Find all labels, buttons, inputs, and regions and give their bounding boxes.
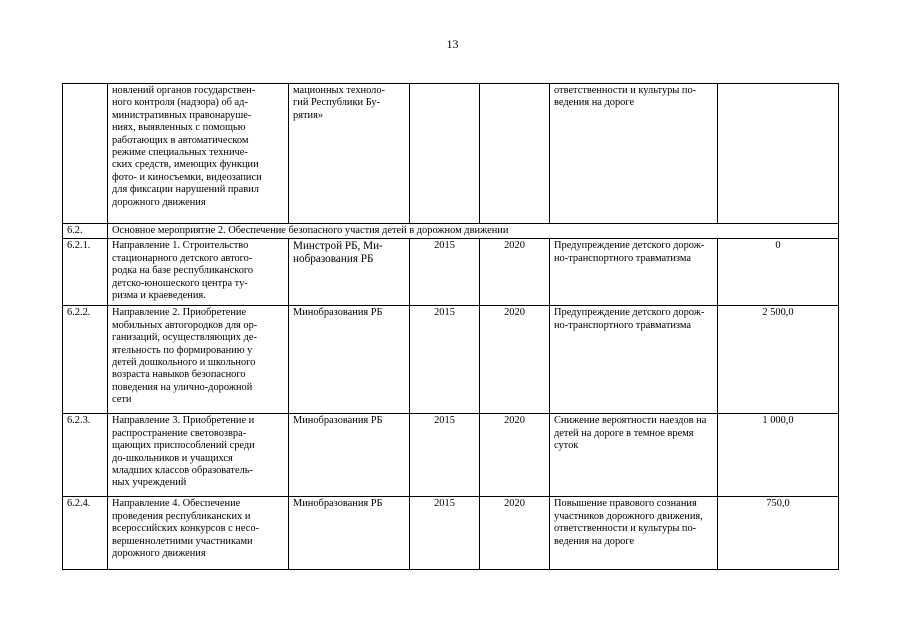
cell-num <box>63 84 108 224</box>
cell-end-year: 2020 <box>480 497 550 570</box>
cell-description: Направление 3. Приобретение и распространение световозвра- щающих приспособлений среди до-школьников и учащихся младших классов образователь- ных учреждений <box>108 414 289 497</box>
cell-description: Направление 4. Обеспечение проведения республиканских и всероссийских конкурсов с несо- вершеннолетними участниками дорожного движения <box>108 497 289 570</box>
cell-executor: Минстрой РБ, Ми- нобразования РБ <box>289 239 410 306</box>
cell-result: ответственности и культуры по- ведения на дороге <box>550 84 718 224</box>
table-row-section <box>63 224 839 239</box>
cell-num: 6.2.3. <box>63 414 108 497</box>
activities-table <box>62 83 839 570</box>
section-title: Основное мероприятие 2. Обеспечение безопасного участия детей в дорожном движении <box>108 224 839 239</box>
table-row <box>63 497 839 570</box>
cell-num: 6.2.4. <box>63 497 108 570</box>
cell-result: Предупреждение детского дорож- но-транспортного травматизма <box>550 239 718 306</box>
cell-end-year: 2020 <box>480 414 550 497</box>
cell-start-year <box>410 84 480 224</box>
cell-executor: Минобразования РБ <box>289 497 410 570</box>
cell-num: 6.2.2. <box>63 306 108 414</box>
cell-description: новлений органов государствен- ного контроля (надзора) об ад- министративных правонаруше- ниях, выявленных с помощью работающих в автоматическом режиме специальных техниче- ских средств, имеющих функции фото- и киносъемки, видеозаписи для фиксации нарушений правил дорожного движения <box>108 84 289 224</box>
cell-end-year: 2020 <box>480 239 550 306</box>
cell-funding <box>718 84 839 224</box>
cell-executor: мационных техноло- гий Республики Бу- рятия» <box>289 84 410 224</box>
cell-start-year: 2015 <box>410 497 480 570</box>
cell-result: Предупреждение детского дорож- но-транспортного травматизма <box>550 306 718 414</box>
cell-start-year: 2015 <box>410 239 480 306</box>
table-row <box>63 306 839 414</box>
cell-executor: Минобразования РБ <box>289 306 410 414</box>
cell-end-year: 2020 <box>480 306 550 414</box>
page-number: 13 <box>446 37 459 51</box>
cell-description: Направление 2. Приобретение мобильных автогородков для ор- ганизаций, осуществляющих де- ятельность по формированию у детей дошкольного и школьного возраста навыков безопасного поведения на улично-дорожной сети <box>108 306 289 414</box>
cell-result: Повышение правового сознания участников дорожного движения, ответственности и культуры по- ведения на дороге <box>550 497 718 570</box>
cell-funding: 1 000,0 <box>718 414 839 497</box>
cell-start-year: 2015 <box>410 306 480 414</box>
cell-description: Направление 1. Строительство стационарного детского автого- родка на базе республиканского детско-юношеского центра ту- ризма и краеведения. <box>108 239 289 306</box>
cell-result: Снижение вероятности наездов на детей на дороге в темное время суток <box>550 414 718 497</box>
cell-funding: 750,0 <box>718 497 839 570</box>
cell-end-year <box>480 84 550 224</box>
cell-start-year: 2015 <box>410 414 480 497</box>
table-row <box>63 239 839 306</box>
table-row <box>63 414 839 497</box>
cell-num: 6.2. <box>63 224 108 239</box>
table-row-continuation <box>63 84 839 224</box>
cell-executor: Минобразования РБ <box>289 414 410 497</box>
cell-num: 6.2.1. <box>63 239 108 306</box>
cell-funding: 2 500,0 <box>718 306 839 414</box>
cell-funding: 0 <box>718 239 839 306</box>
